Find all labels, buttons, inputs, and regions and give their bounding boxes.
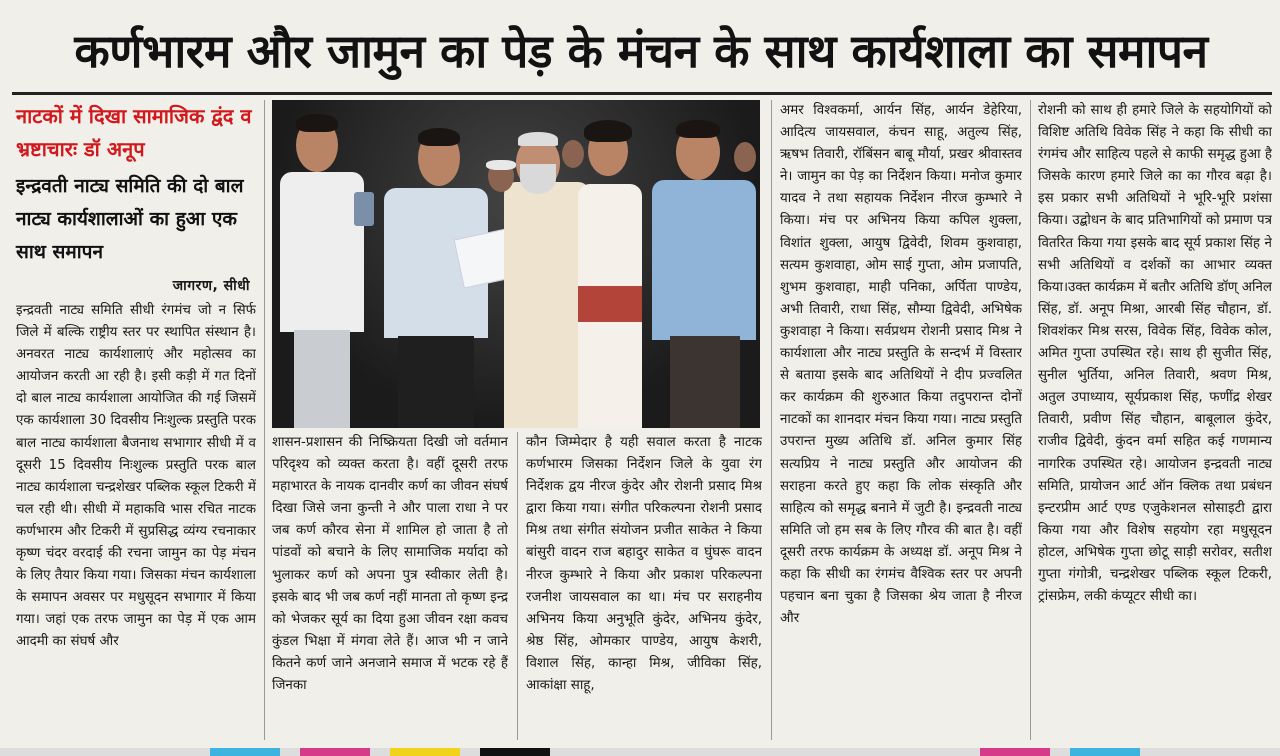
column-1-text: इन्द्रवती नाट्य समिति सीधी रंगमंच जो न सिर्फ जिले में बल्कि राष्ट्रीय स्तर पर स्थापित संस्थान है। अनवरत नाट्य कार्यशालाएं और महोत्सव का आयोजन करती आ रही है। इसी कड़ी में गत दिनों दो बाल नाट्य कार्यशाला आयोजित की गई जिसमें एक कार्यशाला 30 दिवसीय निःशुल्क प्रस्तुति परक बाल नाट्य कार्यशाला बैजनाथ सभागार सीधी में व दूसरी 15 दिवसीय निःशुल्क प्रस्तुति परक बाल नाट्य कार्यशाला चन्द्रशेखर पब्लिक स्कूल टिकरी में चल रही थी। सीधी में महाकवि भास रचित नाटक कर्णभारम और टिकरी में सुप्रसिद्ध व्यंग्य रचनाकार कृष्ण चंदर वरदाई की रचना जामुन का पेड़ मंचन के लिए तैयार किया गया। जिसका मंचन कार्यशाला के समापन अवसर पर मधुसूदन सभागार में किया गया। जहां एक तरफ जामुन का पेड़ में एक आम आदमी का संघर्ष और (16, 303, 256, 650)
article-column-2 (272, 432, 508, 742)
subheadline-red: नाटकों में दिखा सामाजिक द्वंद व भ्रष्टाचारः डॉ अनूप (16, 104, 252, 161)
color-swatch (390, 748, 460, 756)
column-divider (264, 100, 265, 740)
article-column-3 (526, 432, 762, 742)
column-divider (771, 100, 772, 740)
event-photo (272, 100, 760, 428)
article-column-1 (16, 300, 256, 740)
column-divider (1030, 100, 1031, 740)
color-swatch (480, 748, 550, 756)
article-column-4 (780, 100, 1022, 740)
subheadline-black: इन्द्रवती नाट्य समिति की दो बाल नाट्य कार्यशालाओं का हुआ एक साथ समापन (16, 175, 244, 263)
color-swatch (1070, 748, 1140, 756)
color-swatch (980, 748, 1050, 756)
column-3-text: कौन जिम्मेदार है यही सवाल करता है नाटक कर्णभारम जिसका निर्देशन जिले के युवा रंग निर्देशक द्वय नीरज कुंदेर और रोशनी प्रसाद मिश्र द्वारा किया गया। संगीत परिकल्पना रोशनी प्रसाद मिश्र तथा संगीत संयोजन प्रजीत साकेत ने किया बांसुरी वादन राज बहादुर साकेत व घुंघरू वादन नीरज कुम्भारे ने किया और प्रकाश परिकल्पना रजनीश जायसवाल का था। मंच पर सराहनीय अभिनय किया अनुभूति कुंदेर, अभिनय कुंदेर, श्रेष्ठ सिंह, ओमकार पाण्डेय, आयुष केशरी, विशाल सिंह, कान्हा मिश्र, जीविका सिंह, आकांक्षा साहू, (526, 435, 762, 694)
byline: जागरण, सीधी (172, 278, 250, 294)
color-swatch (210, 748, 280, 756)
headline-rule (12, 92, 1272, 95)
column-4-text: अमर विश्वकर्मा, आर्यन सिंह, आर्यन डेहेरिया, आदित्य जायसवाल, कंचन साहू, अतुल्य सिंह, ऋषभ तिवारी, रॉबिंसन बाबू मौर्या, प्रखर श्रीवास्तव ने। जामुन का पेड़ का निर्देशन किया। मनोज कुमार यादव ने तथा सहायक निर्देशन नीरज कुम्भारे ने किया। मंच पर अभिनय किया कपिल शुक्ला, विशांत शुक्ला, आयुष द्विवेदी, शिवम कुशवाहा, सत्यम कुशवाहा, ओम साई गुप्ता, ओम प्रजापति, शुभम कुशवाहा, माही पनिका, अर्पिता पाण्डेय, अभी तिवारी, राधा सिंह, सौम्या द्विवेदी, अभिषेक कुशवाहा ने किया। सर्वप्रथम रोशनी प्रसाद मिश्र ने कार्यशाला और नाट्य प्रस्तुति के सन्दर्भ में विस्तार से बताया इसके बाद अतिथियों ने दीप प्रज्वलित कर कार्यक्रम की शुरुआत किया तदुपरान्त दोनों नाटकों का शानदार मंचन किया गया। नाट्य प्रस्तुति उपरान्त मुख्य अतिथि डॉ. अनिल कुमार सिंह सत्यप्रिय ने नाट्य प्रस्तुति और आयोजन की सराहना करते हुए कहा कि लोक संस्कृति और साहित्य को समृद्ध बनाने में जुटी है। इन्द्रवती नाट्य समिति जो हम सब के लिए गौरव की बात है। वहीं दूसरी तरफ कार्यक्रम के अध्यक्ष डॉ. अनूप मिश्र ने कहा कि सीधी का रंगमंच वैश्विक स्तर पर अपनी पहचान बना चुका है जिसका श्रेय जाता है नीरज और (780, 103, 1022, 627)
column-5-text: रोशनी को साथ ही हमारे जिले के सहयोगियों को विशिष्ट अतिथि विवेक सिंह ने कहा कि सीधी का रंगमंच और साहित्य पहले से काफी समृद्ध हुआ है जिसके कारण हमारे जिले का का गौरव बढ़ा है। इस प्रकार सभी अतिथियों ने भूरि-भूरि प्रशंसा किया। उद्बोधन के बाद प्रतिभागियों को प्रमाण पत्र वितरित किया गया इसके बाद सूर्य प्रकाश सिंह ने सभी अतिथियों व दर्शकों का आभार व्यक्त किया।उक्त कार्यक्रम में बतौर अतिथि डॉण् अनिल सिंह, डॉ. अनूप मिश्रा, आरबी सिंह चौहान, डॉ. शिवशंकर मिश्र सरस, विवेक सिंह, विवेक कोल, अमित गुप्ता उपस्थित रहे। साथ ही सुजीत सिंह, सुनील भुर्तिया, अनिल तिवारी, श्रवण मिश्र, अतुल उपाध्याय, सूर्यप्रकाश सिंह, फणींद्र शेखर तिवारी, प्रवीण सिंह चौहान, बाबूलाल कुंदेर, राजीव द्विवेदी, कुंदन वर्मा सहित कई गणमान्य नागरिक उपस्थित रहे। आयोजन इन्द्रवती नाट्य समिति, प्रायोजन आर्ट ऑन क्लिक तथा प्रबंधन इन्टरप्रीम आर्ट एण्ड एजुकेशनल सोसाइटी द्वारा किया गया और विशेष सहयोग रहा मधुसूदन होटल, अभिषेक गुप्ता छोटू साड़ी सरोवर, सतीश गुप्ता गंगोत्री, चन्द्रशेखर पब्लिक स्कूल टिकरी, ट्रांसफ्रेम, लकी कंप्यूटर सीधी का। (1038, 103, 1272, 605)
article-column-5 (1038, 100, 1272, 740)
column-divider (517, 432, 518, 740)
color-swatch (300, 748, 370, 756)
column-2-text: शासन-प्रशासन की निष्क्रियता दिखी जो वर्तमान परिदृश्य को व्यक्त करता है। वहीं दूसरी तरफ महाभारत के नायक दानवीर कर्ण का जीवन संघर्ष दिखा जिसे जना कुन्ती ने और पाला राधा ने पर जब कर्ण कौरव सेना में शामिल हो जाता है तो पांडवों को बचाने के लिए सामाजिक मर्यादा को भुलाकर कर्ण को अपना पुत्र स्वीकार लेती है। इसके बाद भी जब कर्ण नहीं मानता तो कृष्ण इन्द्र को भेजकर सूर्य का दिया हुआ जीवन रक्षा कवच कुंडल भिक्षा में मंगवा लेते हैं। आज भी न जाने कितने कर्ण जाने अनजाने समाज में भटक रहे हैं जिनका (272, 435, 508, 694)
headline: कर्णभारम और जामुन का पेड़ के मंचन के साथ कार्यशाला का समापन (74, 24, 1208, 78)
